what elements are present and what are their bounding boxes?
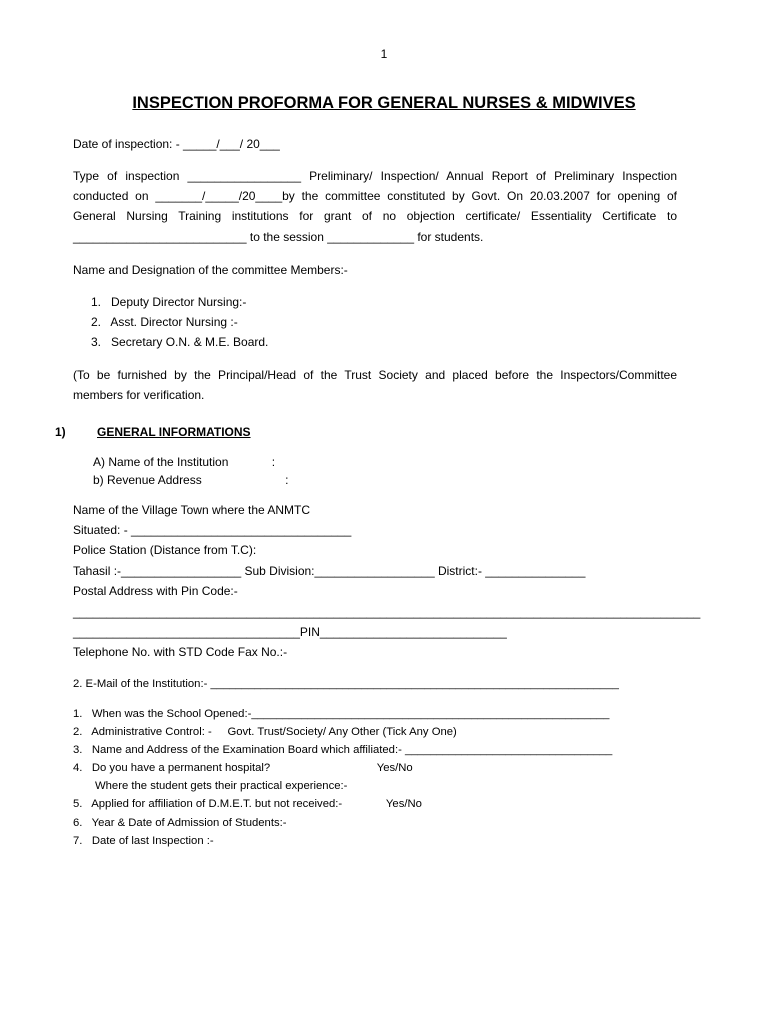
committee-member-3: 3. Secretary O.N. & M.E. Board.: [91, 335, 269, 349]
question-5: 5. Applied for affiliation of D.M.E.T. but not received:- Yes/No: [73, 798, 422, 810]
committee-heading: Name and Designation of the committee Members:-: [73, 263, 348, 277]
type-of-inspection-line-3: General Nursing Training institutions for grant of no objection certificate/ Essentiality Certificate to: [73, 209, 677, 223]
institution-name-label: A) Name of the Institution :: [93, 455, 276, 469]
question-7: 7. Date of last Inspection :-: [73, 835, 214, 847]
question-6: 6. Year & Date of Admission of Students:-: [73, 817, 287, 829]
section-number: 1): [55, 425, 66, 439]
question-1: 1. When was the School Opened:-_________________________________________________________: [73, 708, 610, 720]
postal-address-label: Postal Address with Pin Code:-: [73, 584, 238, 598]
telephone-label: Telephone No. with STD Code Fax No.:-: [73, 645, 288, 659]
village-town-label: Name of the Village Town where the ANMTC: [73, 503, 311, 517]
page-number: 1: [380, 47, 388, 61]
furnish-note-line-1: (To be furnished by the Principal/Head of the Trust Society and placed before the Inspectors/Committee: [73, 368, 677, 382]
committee-member-2: 2. Asst. Director Nursing :-: [91, 315, 238, 329]
police-station-label: Police Station (Distance from T.C):: [73, 543, 257, 557]
pin-line: __________________________________PIN____________________________: [73, 625, 507, 639]
postal-address-blank: ______________________________________________________________________________________________: [73, 605, 701, 619]
tahasil-line: Tahasil :-__________________ Sub Division:__________________ District:- _______________: [73, 564, 586, 578]
situated-field: Situated: - _________________________________: [73, 523, 352, 537]
question-3: 3. Name and Address of the Examination Board which affiliated:- _________________________________: [73, 744, 613, 756]
committee-member-1: 1. Deputy Director Nursing:-: [91, 295, 247, 309]
type-of-inspection-line-2: conducted on _______/_____/20____by the committee constituted by Govt. On 20.03.2007 for opening of: [73, 189, 677, 203]
question-2: 2. Administrative Control: - Govt. Trust/Society/ Any Other (Tick Any One): [73, 726, 457, 738]
document-title: INSPECTION PROFORMA FOR GENERAL NURSES & MIDWIVES: [132, 94, 636, 112]
date-of-inspection: Date of inspection: - _____/___/ 20___: [73, 137, 280, 151]
revenue-address-label: b) Revenue Address :: [93, 473, 289, 487]
email-field: 2. E-Mail of the Institution:- _________________________________________________________________: [73, 678, 619, 690]
section-heading: GENERAL INFORMATIONS: [97, 425, 251, 439]
furnish-note-line-2: members for verification.: [73, 388, 205, 402]
question-4-continued: Where the student gets their practical experience:-: [73, 780, 348, 792]
type-of-inspection-line-4: __________________________ to the session _____________ for students.: [73, 230, 484, 244]
type-of-inspection-line-1: Type of inspection _________________ Preliminary/ Inspection/ Annual Report of Preliminary Inspection: [73, 169, 677, 183]
question-4: 4. Do you have a permanent hospital? Yes/No: [73, 762, 413, 774]
